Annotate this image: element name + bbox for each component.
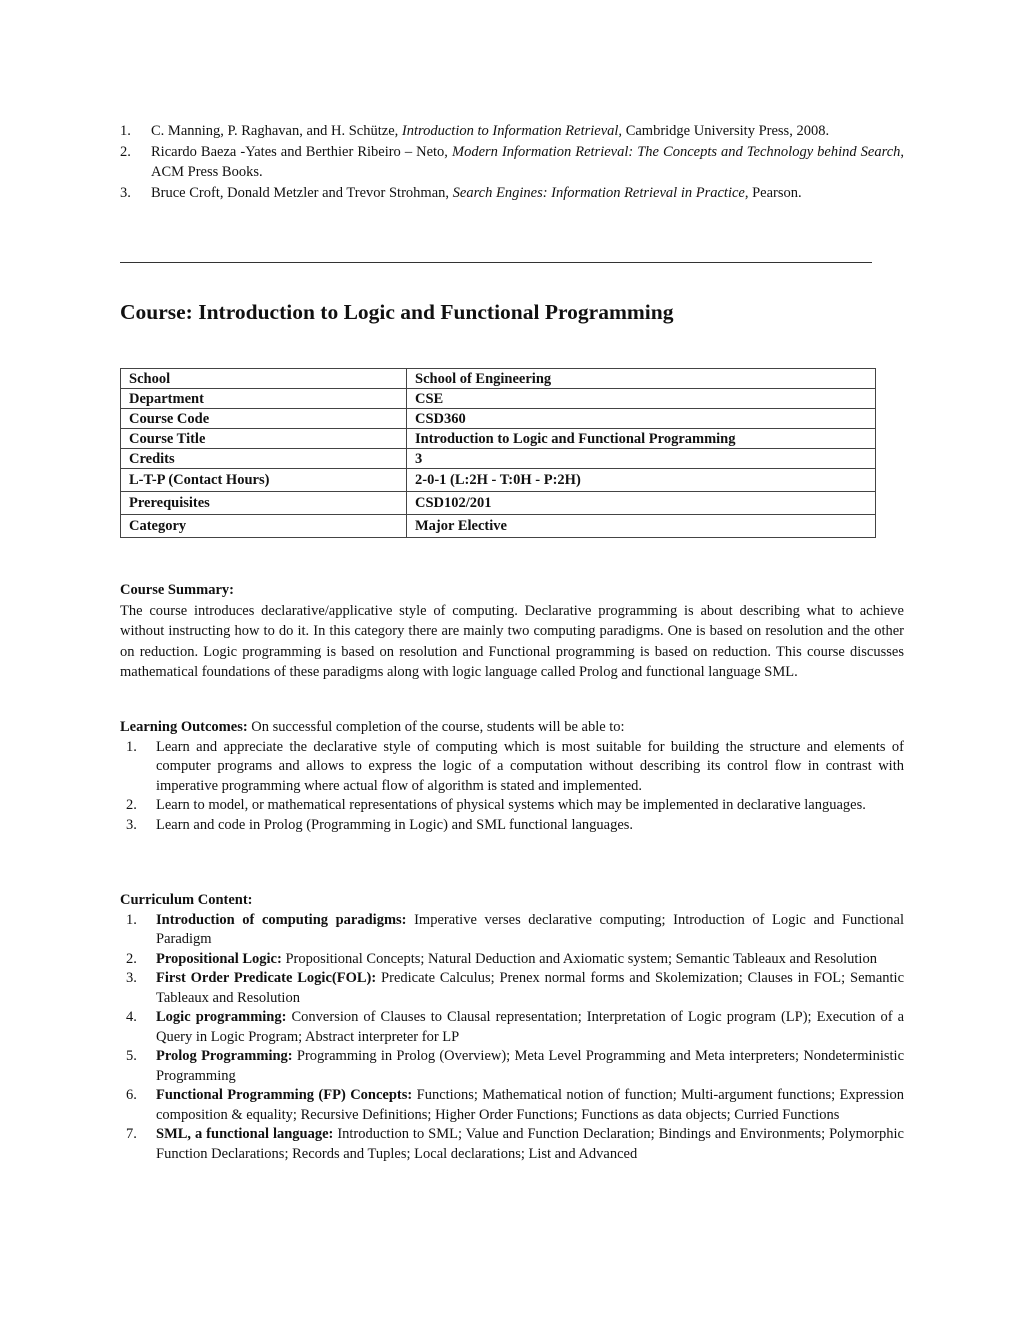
course-summary-section [120,580,904,683]
list-item [120,738,904,797]
list-item [120,950,904,970]
list-item-text: Programming in Prolog (Overview); Meta Level Programming and Meta interpreters; Nondeterministic Programming [156,1048,905,1084]
learning-outcomes-intro [120,717,904,738]
list-item [120,1008,904,1047]
curriculum-heading: Curriculum Content: [120,892,253,908]
list-item-text: Learn to model, or mathematical representations of physical systems which may be implemented in declarative languages. [156,797,866,813]
reference-authors: Ricardo Baeza -Yates and Berthier Ribeiro – Neto, [151,143,448,160]
table-row [121,469,876,492]
list-item-title: Functional Programming (FP) Concepts: [156,1087,413,1103]
section-divider [120,262,872,263]
learning-outcomes-section [120,717,904,835]
table-key-cell: Category [121,515,407,538]
list-item [120,1125,904,1164]
curriculum-list [120,911,904,1165]
list-item-number: 6. [126,1087,137,1103]
table-key-cell: Credits [121,449,407,469]
reference-authors: C. Manning, P. Raghavan, and H. Schütze, [151,123,399,139]
table-key-cell: Course Code [121,409,407,429]
course-summary-text: The course introduces declarative/applicative style of computing. Declarative programming is about describing what to achieve without instructing how to do it. In this category there are mainly two computing paradigms. One is based on resolution and the other on reduction. Logic programming is based on resolution and Functional programming is based on reduction. This course discusses mathematical foundations of these paradigms along with logic language called Prolog and functional language SML. [120,602,904,680]
list-item-number: 3. [126,816,137,833]
list-item-number: 2. [126,950,137,967]
reference-number: 3. [120,184,131,201]
table-value-cell: Major Elective [407,515,876,538]
list-item-number: 2. [126,797,137,813]
table-key-cell: L-T-P (Contact Hours) [121,469,407,492]
table-value-cell: 3 [407,449,876,469]
list-item-title: Logic programming: [156,1009,287,1025]
course-heading: Course: Introduction to Logic and Functional Programming [120,300,674,324]
list-item-text: Conversion of Clauses to Clausal representation; Interpretation of Logic program (LP); Execution of a Query in Logic Program; Abstract interpreter for LP [156,1009,905,1045]
list-item-text: Learn and appreciate the declarative style of computing which is most suitable for building the structure and elements of computer programs and allows to express the logic of a computation without describing its control flow in contrast with imperative programming where actual flow of algorithm is stated and implemented. [156,738,904,794]
list-item-number: 1. [126,738,137,755]
list-item-number: 7. [126,1126,137,1142]
list-item-text: Learn and code in Prolog (Programming in Logic) and SML functional languages. [156,816,634,833]
reference-number: 2. [120,143,131,160]
reference-title: Search Engines: Information Retrieval in Practice [452,184,745,201]
reference-publisher: Cambridge University Press, 2008. [625,123,830,139]
table-row [121,429,876,449]
reference-publisher: , Pearson. [744,184,802,201]
table-value-cell: 2-0-1 (L:2H - T:0H - P:2H) [407,469,876,492]
table-key-cell: Prerequisites [121,492,407,515]
table-row [121,369,876,389]
table-value-cell: Introduction to Logic and Functional Programming [407,429,876,449]
reference-item [120,142,904,183]
list-item-title: First Order Predicate Logic(FOL): [156,970,377,986]
table-row [121,515,876,538]
list-item-text: Propositional Concepts; Natural Deduction and Axiomatic system; Semantic Tableaux and Resolution [281,950,877,967]
list-item-number: 3. [126,970,137,986]
reference-authors: Bruce Croft, Donald Metzler and Trevor Strohman, [151,184,450,201]
list-item [120,1086,904,1125]
curriculum-section [120,890,904,1164]
list-item-number: 5. [126,1048,137,1064]
table-key-cell: Department [121,389,407,409]
reference-list [120,121,904,203]
table-value-cell: School of Engineering [407,369,876,389]
reference-item [120,183,904,204]
list-item-text: Predicate Calculus; Prenex normal forms and Skolemization; Clauses in FOL; Semantic Tableaux and Resolution [156,970,905,1006]
list-item [120,796,904,816]
reference-publisher: , ACM Press Books. [151,143,905,180]
list-item-title: Propositional Logic: [156,950,282,967]
list-item [120,1047,904,1086]
list-item-number: 1. [126,911,137,928]
list-item-title: Prolog Programming: [156,1048,293,1064]
course-info-table [120,368,876,538]
list-item-text: Functions; Mathematical notion of function; Multi-argument functions; Expression composition & equality; Recursive Definitions; Higher Order Functions; Functions as data objects; Curried Functions [156,1087,904,1123]
list-item [120,969,904,1008]
list-item-text: Imperative verses declarative computing; Introduction of Logic and Functional Paradigm [156,911,905,947]
table-row [121,409,876,429]
list-item-title: SML, a functional language: [156,1126,334,1142]
table-key-cell: School [121,369,407,389]
list-item-text: Introduction to SML; Value and Function Declaration; Bindings and Environments; Polymorphic Function Declarations; Records and Tuples; Local declarations; List and Advanced [156,1126,904,1162]
learning-outcomes-list [120,738,904,836]
learning-outcomes-heading: Learning Outcomes: [120,719,248,735]
table-row [121,492,876,515]
list-item [120,911,904,950]
list-item-number: 4. [126,1009,137,1025]
table-key-cell: Course Title [121,429,407,449]
learning-outcomes-intro-text: On successful completion of the course, students will be able to: [247,719,625,735]
table-value-cell: CSD360 [407,409,876,429]
reference-title: Modern Information Retrieval: The Concepts and Technology behind Search [451,143,901,160]
course-summary-heading: Course Summary: [120,582,234,598]
table-row [121,389,876,409]
list-item [120,816,904,836]
list-item-title: Introduction of computing paradigms: [156,911,407,928]
table-value-cell: CSE [407,389,876,409]
reference-number: 1. [120,123,131,139]
reference-item [120,121,904,142]
reference-title: Introduction to Information Retrieval, [401,123,623,139]
table-value-cell: CSD102/201 [407,492,876,515]
table-row [121,449,876,469]
